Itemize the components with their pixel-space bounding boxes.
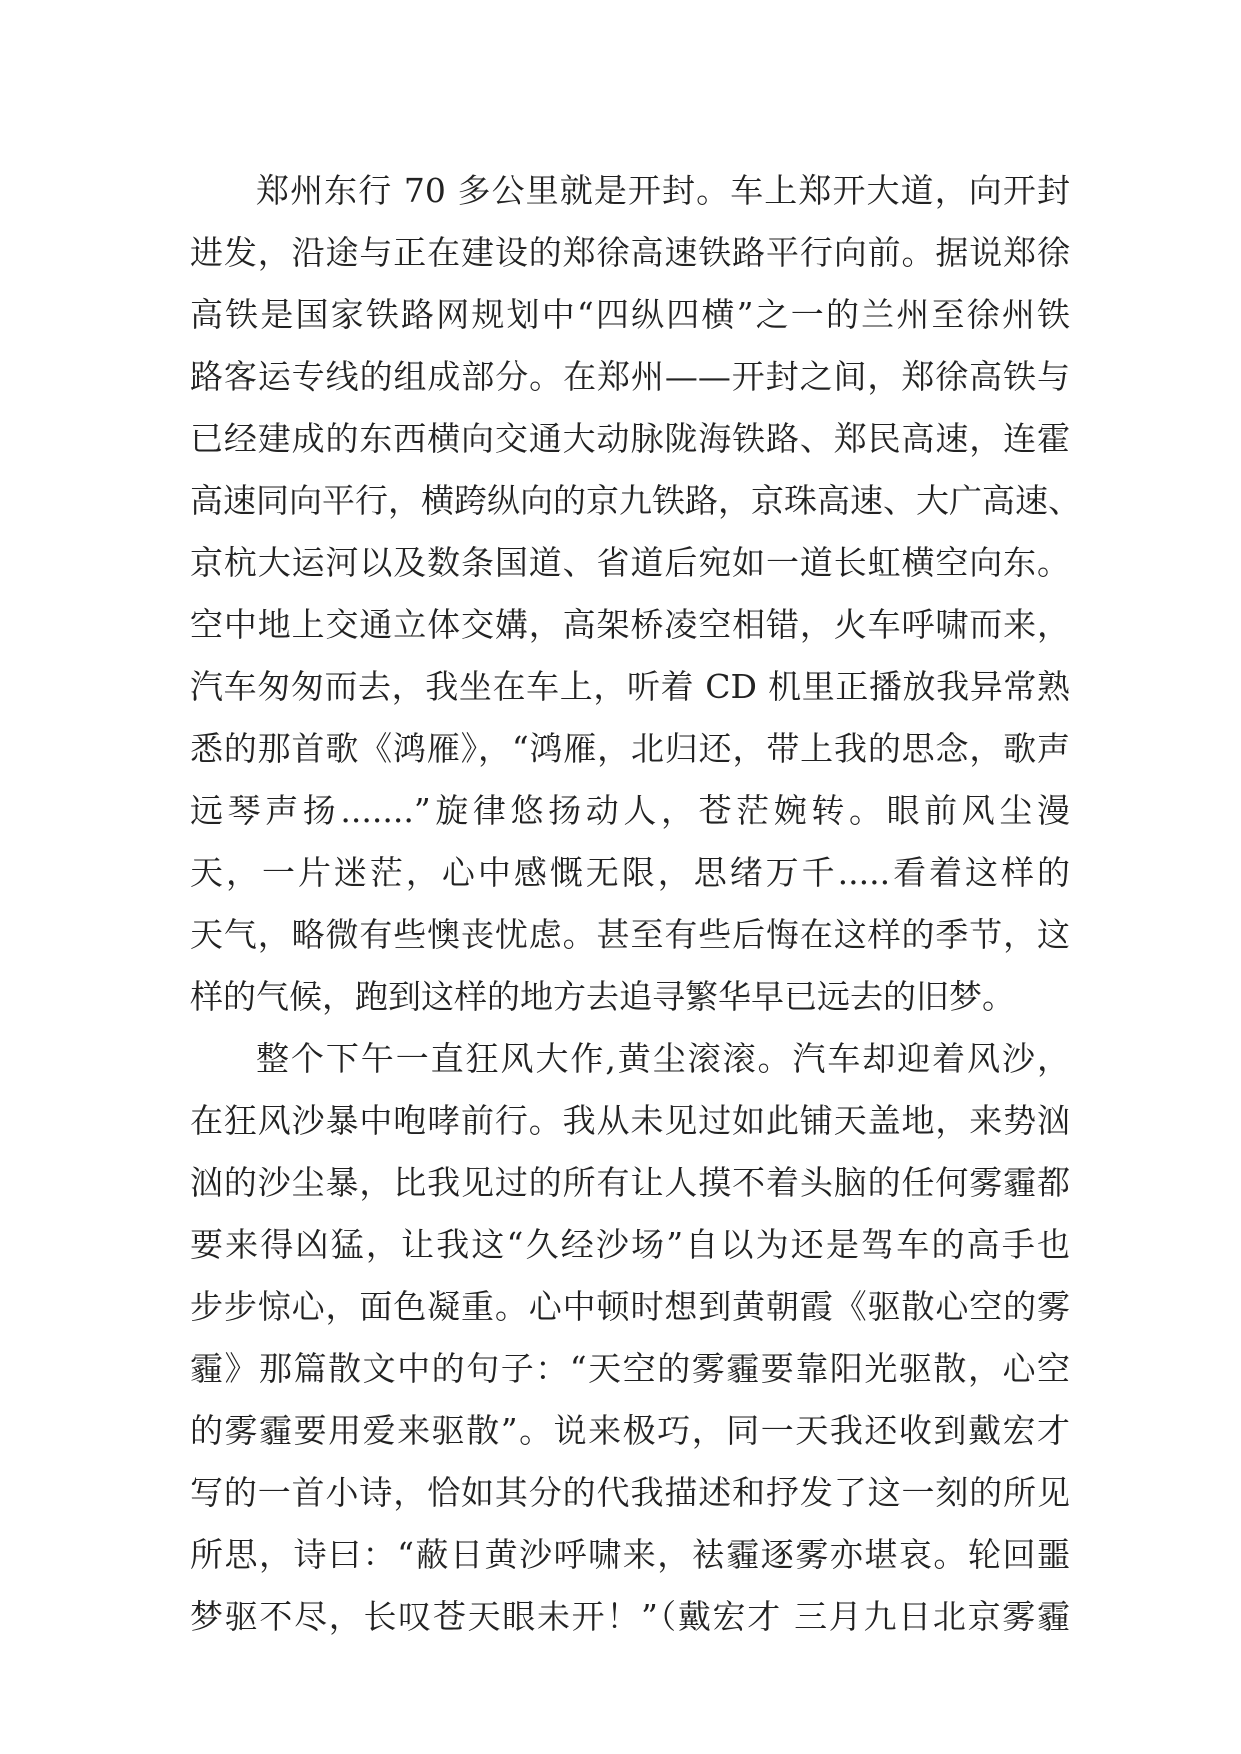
text-line: 样的气候，跑到这样的地方去追寻繁华早已远去的旧梦。 <box>190 977 1015 1016</box>
text-line: 在狂风沙暴中咆哮前行。我从未见过如此铺天盖地，来势汹 <box>190 1101 1070 1140</box>
text-line: 整个下午一直狂风大作,黄尘滚滚。汽车却迎着风沙， <box>256 1039 1070 1078</box>
text-line: 郑州东行 70 多公里就是开封。车上郑开大道，向开封 <box>256 171 1070 210</box>
text-line: 高速同向平行，横跨纵向的京九铁路，京珠高速、大广高速、 <box>190 481 1081 520</box>
text-line: 路客运专线的组成部分。在郑州——开封之间，郑徐高铁与 <box>190 357 1070 396</box>
text-line: 要来得凶猛，让我这“久经沙场”自以为还是驾车的高手也 <box>190 1225 1070 1264</box>
text-line: 京杭大运河以及数条国道、省道后宛如一道长虹横空向东。 <box>190 543 1070 582</box>
text-line: 天，一片迷茫，心中感慨无限，思绪万千.....看着这样的 <box>190 853 1070 892</box>
text-line: 空中地上交通立体交媾，高架桥凌空相错，火车呼啸而来， <box>190 605 1070 644</box>
text-line: 汽车匆匆而去，我坐在车上，听着 CD 机里正播放我异常熟 <box>190 667 1070 706</box>
text-line: 步步惊心，面色凝重。心中顿时想到黄朝霞《驱散心空的雾 <box>190 1287 1070 1326</box>
paragraph-2 <box>190 1028 1070 1648</box>
text-line: 悉的那首歌《鸿雁》，“鸿雁，北归还，带上我的思念，歌声 <box>190 729 1070 768</box>
text-line: 梦驱不尽，长叹苍天眼未开！”（戴宏才 三月九日北京雾霾 <box>190 1597 1070 1636</box>
text-line: 所思，诗曰：“蔽日黄沙呼啸来，袪霾逐雾亦堪哀。轮回噩 <box>190 1535 1070 1574</box>
text-line: 已经建成的东西横向交通大动脉陇海铁路、郑民高速，连霍 <box>190 419 1070 458</box>
text-line: 霾》那篇散文中的句子：“天空的雾霾要靠阳光驱散，心空 <box>190 1349 1070 1388</box>
paragraph-1 <box>190 160 1081 1028</box>
text-line: 的雾霾要用爱来驱散”。说来极巧，同一天我还收到戴宏才 <box>190 1411 1070 1450</box>
text-line: 进发，沿途与正在建设的郑徐高速铁路平行向前。据说郑徐 <box>190 233 1070 272</box>
text-line: 高铁是国家铁路网规划中“四纵四横”之一的兰州至徐州铁 <box>190 295 1070 334</box>
text-line: 汹的沙尘暴，比我见过的所有让人摸不着头脑的任何雾霾都 <box>190 1163 1070 1202</box>
article-body <box>190 160 1081 1648</box>
text-line: 写的一首小诗，恰如其分的代我描述和抒发了这一刻的所见 <box>190 1473 1070 1512</box>
text-line: 远琴声扬.......”旋律悠扬动人，苍茫婉转。眼前风尘漫 <box>190 791 1070 830</box>
text-line: 天气，略微有些懊丧忧虑。甚至有些后悔在这样的季节，这 <box>190 915 1070 954</box>
